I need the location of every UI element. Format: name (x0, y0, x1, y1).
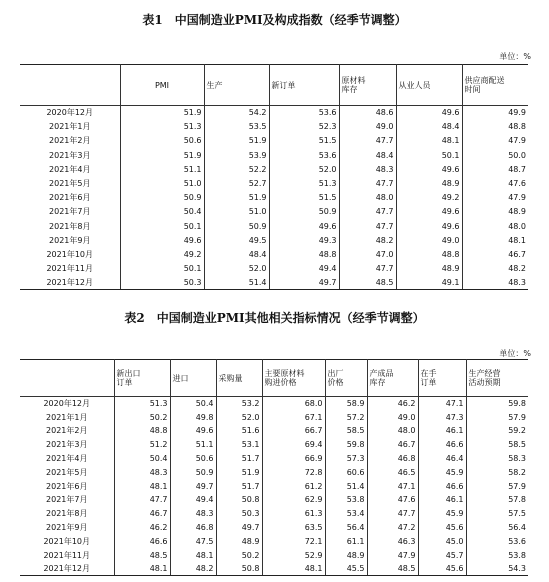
table-cell: 48.3 (170, 507, 216, 521)
table-cell: 49.7 (170, 479, 216, 493)
table-cell: 51.4 (325, 479, 367, 493)
table-cell: 46.7 (462, 247, 528, 261)
table-cell: 50.6 (120, 134, 204, 148)
table-row (20, 120, 528, 134)
table-cell: 52.7 (204, 176, 269, 190)
table-cell: 48.5 (114, 548, 170, 562)
table-cell: 48.4 (204, 247, 269, 261)
table-cell: 49.6 (396, 106, 462, 120)
table-cell: 51.4 (204, 276, 269, 290)
table-cell: 48.9 (462, 205, 528, 219)
table-cell: 67.1 (262, 410, 325, 424)
row-label: 2021年11月 (43, 550, 91, 560)
table-cell: 50.4 (114, 452, 170, 466)
table-row (20, 176, 528, 190)
table1-header-1: PMI (120, 65, 204, 106)
table-cell: 49.6 (396, 219, 462, 233)
table-cell: 50.0 (462, 148, 528, 162)
table-cell: 52.0 (204, 262, 269, 276)
table-row (20, 562, 528, 576)
table-cell: 49.2 (396, 191, 462, 205)
row-label: 2021年12月 (20, 562, 114, 576)
table-cell: 47.2 (367, 521, 418, 535)
table-cell: 59.8 (325, 438, 367, 452)
table-cell: 51.9 (216, 465, 262, 479)
table-cell: 45.6 (418, 521, 466, 535)
row-label: 2021年8月 (49, 221, 91, 231)
table-cell: 46.6 (418, 479, 466, 493)
table-row (20, 493, 528, 507)
row-label: 2021年9月 (49, 235, 91, 245)
table-cell: 50.4 (120, 205, 204, 219)
table-cell: 49.4 (170, 493, 216, 507)
table2-header-0 (20, 360, 114, 397)
table-cell: 63.5 (262, 521, 325, 535)
table2-unit: 单位：% (499, 349, 531, 358)
table-cell: 50.8 (216, 562, 262, 576)
table-cell: 48.4 (396, 120, 462, 134)
table-cell: 47.1 (367, 479, 418, 493)
table-cell: 49.3 (269, 233, 339, 247)
table-cell: 66.9 (262, 452, 325, 466)
table-cell: 46.3 (367, 534, 418, 548)
table-cell: 49.7 (269, 276, 339, 290)
table1-body (20, 106, 528, 290)
table-cell: 57.3 (325, 452, 367, 466)
table-row (20, 205, 528, 219)
table-row (20, 465, 528, 479)
table-cell: 50.9 (204, 219, 269, 233)
table-cell: 51.0 (204, 205, 269, 219)
table-cell: 52.9 (262, 548, 325, 562)
table-cell: 47.5 (170, 534, 216, 548)
table-cell: 72.1 (262, 534, 325, 548)
table-cell: 46.1 (418, 493, 466, 507)
table-cell: 49.6 (120, 233, 204, 247)
table-cell: 68.0 (262, 397, 325, 411)
table-cell: 56.4 (466, 521, 528, 535)
table2-header-8: 生产经营 活动预期 (466, 360, 528, 397)
table1-header-row (20, 65, 528, 106)
table-cell: 51.9 (120, 148, 204, 162)
table-cell: 46.1 (418, 424, 466, 438)
table-cell: 48.1 (114, 562, 170, 576)
table-cell: 51.9 (204, 191, 269, 205)
table-cell: 49.6 (170, 424, 216, 438)
table-cell: 46.6 (418, 438, 466, 452)
table-row (20, 548, 528, 562)
table-cell: 48.5 (339, 276, 396, 290)
table-row (20, 247, 528, 261)
table-row (20, 507, 528, 521)
table-cell: 47.7 (339, 205, 396, 219)
row-label: 2021年7月 (46, 495, 88, 505)
table-cell: 48.2 (339, 233, 396, 247)
table-cell: 48.1 (462, 233, 528, 247)
row-label: 2021年4月 (46, 454, 88, 464)
table-cell: 49.0 (396, 233, 462, 247)
row-label: 2021年11月 (46, 264, 94, 274)
table-cell: 51.3 (269, 176, 339, 190)
table-cell: 48.1 (262, 562, 325, 576)
table-cell: 48.0 (462, 219, 528, 233)
table-cell: 50.4 (170, 397, 216, 411)
table-cell: 48.8 (269, 247, 339, 261)
table-cell: 51.3 (120, 120, 204, 134)
table-cell: 53.4 (325, 507, 367, 521)
table-cell: 49.4 (269, 262, 339, 276)
table-cell: 53.6 (269, 106, 339, 120)
table-cell: 52.3 (269, 120, 339, 134)
table-cell: 51.0 (120, 176, 204, 190)
table-cell: 51.5 (269, 134, 339, 148)
table-cell: 48.3 (114, 465, 170, 479)
table-row (20, 479, 528, 493)
table-row (20, 397, 528, 411)
table-cell: 50.1 (120, 262, 204, 276)
table1-header-6: 供应商配送 时间 (462, 65, 528, 106)
table-cell: 57.2 (325, 410, 367, 424)
table-row (20, 191, 528, 205)
table-cell: 48.3 (339, 162, 396, 176)
table-row (20, 438, 528, 452)
table-cell: 48.4 (339, 148, 396, 162)
table2-header-2: 进口 (170, 360, 216, 397)
table-cell: 48.0 (339, 191, 396, 205)
table-cell: 48.9 (396, 262, 462, 276)
table-cell: 46.7 (367, 438, 418, 452)
table-cell: 48.6 (339, 106, 396, 120)
table-cell: 51.6 (216, 424, 262, 438)
table-cell: 58.5 (466, 438, 528, 452)
row-label: 2021年10月 (46, 249, 94, 259)
table-row (20, 276, 528, 290)
table-cell: 51.2 (114, 438, 170, 452)
row-label: 2021年2月 (49, 136, 91, 146)
row-label: 2021年1月 (46, 412, 88, 422)
table-cell: 51.1 (170, 438, 216, 452)
table2-header-3: 采购量 (216, 360, 262, 397)
table-row (20, 424, 528, 438)
table-cell: 50.2 (216, 548, 262, 562)
table-cell: 69.4 (262, 438, 325, 452)
table-cell: 50.3 (216, 507, 262, 521)
table-cell: 48.8 (114, 424, 170, 438)
row-label: 2021年8月 (46, 509, 88, 519)
table-cell: 60.6 (325, 465, 367, 479)
table-row (20, 521, 528, 535)
table-cell: 48.9 (325, 548, 367, 562)
table-cell: 53.1 (216, 438, 262, 452)
table-cell: 46.2 (114, 521, 170, 535)
row-label: 2021年9月 (46, 523, 88, 533)
table-row (20, 148, 528, 162)
table-cell: 51.9 (204, 134, 269, 148)
table-cell: 50.9 (120, 191, 204, 205)
table-cell: 53.8 (466, 548, 528, 562)
table-cell: 50.2 (114, 410, 170, 424)
table-cell: 46.8 (367, 452, 418, 466)
table-cell: 47.9 (462, 134, 528, 148)
table-cell: 48.1 (114, 479, 170, 493)
row-label: 2021年5月 (46, 467, 88, 477)
table-cell: 48.9 (396, 176, 462, 190)
table1-header-3: 新订单 (269, 65, 339, 106)
row-label: 2021年2月 (46, 426, 88, 436)
table-cell: 57.9 (466, 410, 528, 424)
row-label: 2021年10月 (43, 536, 91, 546)
table-cell: 45.5 (325, 562, 367, 576)
table-cell: 58.9 (325, 397, 367, 411)
table1-unit: 单位：% (499, 52, 531, 61)
table-cell: 49.1 (396, 276, 462, 290)
table-cell: 47.6 (367, 493, 418, 507)
table-cell: 61.1 (325, 534, 367, 548)
table-cell: 47.7 (339, 262, 396, 276)
table-cell: 53.8 (325, 493, 367, 507)
table-cell: 53.6 (269, 148, 339, 162)
table2-header-5: 出厂 价格 (325, 360, 367, 397)
table-cell: 48.9 (216, 534, 262, 548)
table-cell: 49.9 (462, 106, 528, 120)
table-cell: 50.3 (120, 276, 204, 290)
row-label: 2021年6月 (49, 193, 91, 203)
row-label: 2021年3月 (49, 150, 91, 160)
table-cell: 45.0 (418, 534, 466, 548)
row-label: 2021年4月 (49, 164, 91, 174)
table-cell: 47.3 (418, 410, 466, 424)
table-cell: 51.7 (216, 479, 262, 493)
table-cell: 46.8 (170, 521, 216, 535)
row-label: 2021年6月 (46, 481, 88, 491)
table-cell: 47.7 (367, 507, 418, 521)
table-cell: 48.8 (396, 247, 462, 261)
table1-title: 表1 中国制造业PMI及构成指数（经季节调整） (142, 13, 407, 27)
table1-header-4: 原材料 库存 (339, 65, 396, 106)
table-cell: 46.4 (418, 452, 466, 466)
table-cell: 47.0 (339, 247, 396, 261)
table-row (20, 134, 528, 148)
table-cell: 45.9 (418, 465, 466, 479)
row-label: 2021年3月 (46, 440, 88, 450)
table-cell: 47.7 (339, 176, 396, 190)
table-cell: 53.9 (204, 148, 269, 162)
table-cell: 58.3 (466, 452, 528, 466)
table-cell: 49.0 (367, 410, 418, 424)
table2-body (20, 397, 528, 576)
table-cell: 50.9 (170, 465, 216, 479)
table-cell: 46.7 (114, 507, 170, 521)
table2-header-4: 主要原材料 购进价格 (262, 360, 325, 397)
row-label: 2021年12月 (20, 276, 120, 290)
row-label: 2020年12月 (20, 397, 114, 411)
table-cell: 52.0 (269, 162, 339, 176)
row-label: 2021年1月 (49, 122, 91, 132)
table-cell: 50.1 (396, 148, 462, 162)
table-cell: 51.3 (114, 397, 170, 411)
table-cell: 49.0 (339, 120, 396, 134)
table2-title: 表2 中国制造业PMI其他相关指标情况（经季节调整） (124, 311, 425, 325)
table-cell: 57.9 (466, 479, 528, 493)
table-cell: 45.9 (418, 507, 466, 521)
table-cell: 52.0 (216, 410, 262, 424)
table-cell: 46.5 (367, 465, 418, 479)
table-cell: 53.2 (216, 397, 262, 411)
table2-header-row (20, 360, 528, 397)
table-cell: 57.5 (466, 507, 528, 521)
row-label: 2020年12月 (20, 106, 120, 120)
table-cell: 49.6 (396, 205, 462, 219)
table-row (20, 162, 528, 176)
table-row (20, 262, 528, 276)
table-cell: 50.6 (170, 452, 216, 466)
table-cell: 46.6 (114, 534, 170, 548)
table-cell: 48.8 (462, 120, 528, 134)
table-cell: 45.6 (418, 562, 466, 576)
row-label: 2021年7月 (49, 207, 91, 217)
table-cell: 51.9 (120, 106, 204, 120)
table2-header-6: 产成品 库存 (367, 360, 418, 397)
table-cell: 61.3 (262, 507, 325, 521)
table2-header-1: 新出口 订单 (114, 360, 170, 397)
table-cell: 50.1 (120, 219, 204, 233)
table-cell: 48.5 (367, 562, 418, 576)
table-cell: 54.2 (204, 106, 269, 120)
table-cell: 46.2 (367, 397, 418, 411)
table-cell: 48.2 (462, 262, 528, 276)
table-cell: 66.7 (262, 424, 325, 438)
table-cell: 52.2 (204, 162, 269, 176)
table-cell: 48.2 (170, 562, 216, 576)
table-cell: 50.9 (269, 205, 339, 219)
table-cell: 58.2 (466, 465, 528, 479)
table-cell: 51.5 (269, 191, 339, 205)
table-cell: 49.2 (120, 247, 204, 261)
table1-header-0 (20, 65, 120, 106)
table-cell: 51.7 (216, 452, 262, 466)
table-cell: 49.6 (269, 219, 339, 233)
row-label: 2021年5月 (49, 179, 91, 189)
table-row (20, 106, 528, 120)
table-cell: 59.2 (466, 424, 528, 438)
table-cell: 47.9 (367, 548, 418, 562)
table2 (20, 359, 528, 576)
table-cell: 72.8 (262, 465, 325, 479)
table-cell: 47.9 (462, 191, 528, 205)
table-row (20, 452, 528, 466)
table-cell: 47.7 (339, 134, 396, 148)
table-cell: 45.7 (418, 548, 466, 562)
table-cell: 61.2 (262, 479, 325, 493)
table-cell: 48.3 (462, 276, 528, 290)
table-cell: 56.4 (325, 521, 367, 535)
table1 (20, 64, 528, 290)
table-cell: 58.5 (325, 424, 367, 438)
table-cell: 49.8 (170, 410, 216, 424)
table-cell: 54.3 (466, 562, 528, 576)
table-cell: 62.9 (262, 493, 325, 507)
table-cell: 59.8 (466, 397, 528, 411)
table-cell: 48.1 (170, 548, 216, 562)
table-row (20, 410, 528, 424)
table1-header-5: 从业人员 (396, 65, 462, 106)
table-cell: 53.5 (204, 120, 269, 134)
table-cell: 47.6 (462, 176, 528, 190)
table-cell: 48.1 (396, 134, 462, 148)
table-row (20, 233, 528, 247)
table-cell: 47.7 (114, 493, 170, 507)
table-cell: 47.1 (418, 397, 466, 411)
table-cell: 51.1 (120, 162, 204, 176)
table-row (20, 534, 528, 548)
table-cell: 48.0 (367, 424, 418, 438)
table-cell: 49.7 (216, 521, 262, 535)
table-cell: 49.5 (204, 233, 269, 247)
table-cell: 53.6 (466, 534, 528, 548)
table-row (20, 219, 528, 233)
table-cell: 49.6 (396, 162, 462, 176)
table-cell: 48.7 (462, 162, 528, 176)
table-cell: 47.7 (339, 219, 396, 233)
table1-header-2: 生产 (204, 65, 269, 106)
table-cell: 57.8 (466, 493, 528, 507)
table2-header-7: 在手 订单 (418, 360, 466, 397)
table-cell: 50.8 (216, 493, 262, 507)
